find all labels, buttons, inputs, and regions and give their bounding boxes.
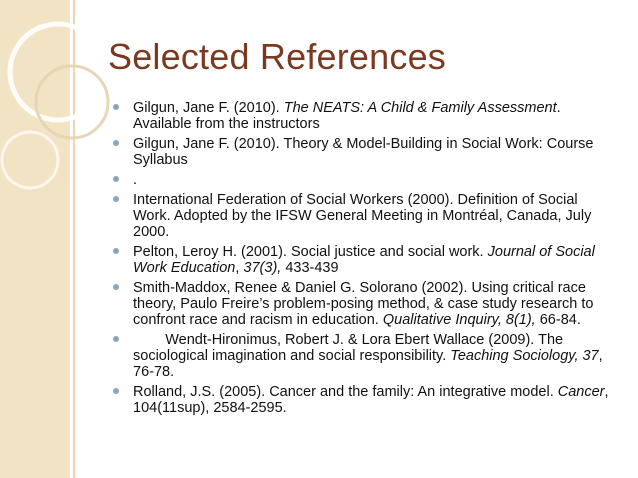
reference-item	[113, 384, 618, 416]
reference-italic-text: Qualitative Inquiry, 8(1),	[382, 312, 536, 328]
reference-italic-text: 37(3),	[243, 260, 282, 276]
reference-item	[113, 172, 618, 188]
bullet-icon	[113, 140, 119, 146]
reference-italic-text: Journal of Social Work Education	[133, 244, 595, 276]
bullet-icon	[113, 284, 119, 290]
reference-item	[113, 244, 618, 276]
reference-italic-text: Teaching Sociology, 37	[450, 348, 599, 364]
reference-text: Smith-Maddox, Renee & Daniel G. Solorano (2002). Using critical race theory, Paulo Freire’s problem-posing method, & case study research to confront race and racism in education.	[133, 280, 594, 328]
reference-text: Rolland, J.S. (2005). Cancer and the family: An integrative model.	[133, 384, 558, 400]
reference-text: 433-439	[281, 260, 339, 276]
reference-text: ,	[235, 260, 244, 276]
reference-italic-text: Cancer	[557, 384, 605, 400]
reference-text: . Available from the instructors	[133, 100, 561, 132]
reference-list	[113, 100, 618, 420]
reference-text: Gilgun, Jane F. (2010). Theory & Model-Building in Social Work: Course Syllabus	[133, 136, 594, 168]
bullet-icon	[113, 104, 119, 110]
bullet-icon	[113, 336, 119, 342]
bullet-icon	[113, 248, 119, 254]
reference-text: Pelton, Leroy H. (2001). Social justice and social work.	[133, 244, 488, 260]
bullet-icon	[113, 388, 119, 394]
reference-item	[113, 332, 618, 380]
reference-text: , 104(11sup), 2584-2595.	[133, 384, 609, 416]
reference-item	[113, 100, 618, 132]
bullet-icon	[113, 196, 119, 202]
reference-item	[113, 280, 618, 328]
reference-italic-text: The NEATS: A Child & Family Assessment	[283, 100, 557, 116]
reference-item	[113, 192, 618, 240]
reference-text: Wendt-Hironimus, Robert J. & Lora Ebert Wallace (2009). The sociological imagination and social responsibility.	[133, 332, 564, 364]
page-title: Selected References	[108, 36, 446, 77]
reference-text: International Federation of Social Workers (2000). Definition of Social Work. Adopted by the IFSW General Meeting in Montréal, Canada, July 2000.	[133, 192, 592, 240]
reference-text: , 76-78.	[133, 348, 603, 380]
bullet-icon	[113, 176, 119, 182]
reference-text: 66-84.	[535, 312, 581, 328]
reference-text: .	[133, 172, 138, 188]
reference-text: Gilgun, Jane F. (2010).	[133, 100, 284, 116]
reference-item	[113, 136, 618, 168]
